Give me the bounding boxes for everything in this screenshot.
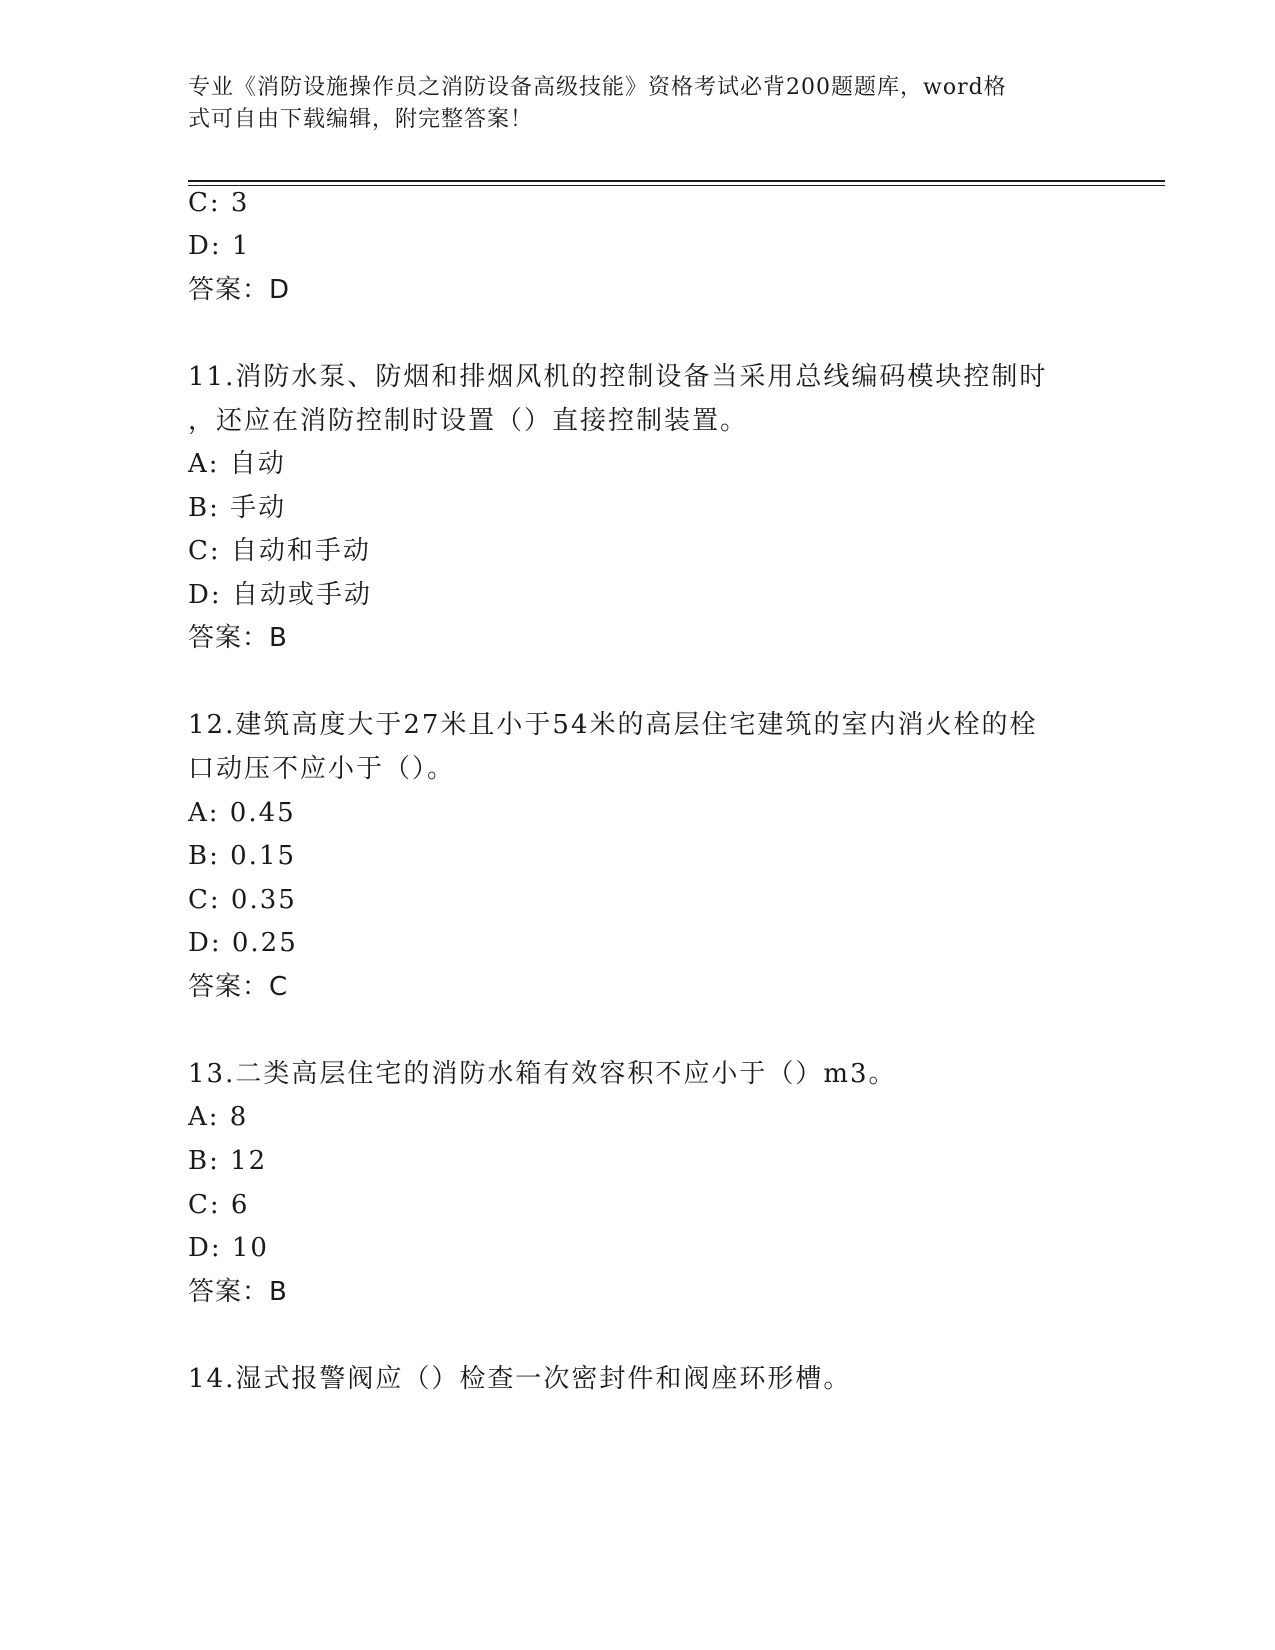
q13-stem-line-1: 13.二类高层住宅的消防水箱有效容积不应小于（）m3。	[188, 1059, 897, 1089]
q11-answer: 答案：B	[188, 623, 288, 653]
q12-answer: 答案：C	[188, 972, 289, 1002]
q12-option-a: A: 0.45	[188, 798, 296, 828]
header-line-2: 式可自由下载编辑，附完整答案！	[188, 107, 534, 132]
q12-option-c: C: 0.35	[188, 885, 297, 915]
q10-answer: 答案：D	[188, 275, 291, 305]
q11-option-c: C: 自动和手动	[188, 536, 371, 566]
q12-stem-line-1: 12.建筑高度大于27米且小于54米的高层住宅建筑的室内消火栓的栓	[188, 710, 1038, 740]
q11-option-d: D: 自动或手动	[188, 580, 372, 610]
q12-stem-line-2: 口动压不应小于（）。	[188, 754, 456, 784]
q11-option-a: A: 自动	[188, 449, 286, 479]
q14-stem-line-1: 14.湿式报警阀应（）检查一次密封件和阀座环形槽。	[188, 1364, 852, 1394]
q13-option-a: A: 8	[188, 1102, 249, 1132]
q11-stem-line-1: 11.消防水泵、防烟和排烟风机的控制设备当采用总线编码模块控制时	[188, 362, 1048, 392]
document-header	[188, 72, 1088, 136]
q12-option-d: D: 0.25	[188, 928, 298, 958]
q13-option-c: C: 6	[188, 1190, 250, 1220]
q11-option-b: B: 手动	[188, 493, 287, 523]
q13-option-d: D: 10	[188, 1233, 269, 1263]
header-divider-thick	[188, 180, 1165, 182]
q11-stem-line-2: ，还应在消防控制时设置（）直接控制装置。	[188, 406, 749, 436]
header-divider-thin	[188, 185, 1165, 186]
q12-option-b: B: 0.15	[188, 841, 297, 871]
q10-option-c: C: 3	[188, 188, 250, 218]
header-line-1: 专业《消防设施操作员之消防设备高级技能》资格考试必背200题题库，word格	[188, 75, 1007, 100]
q10-option-d: D: 1	[188, 231, 251, 261]
q13-answer: 答案：B	[188, 1277, 288, 1307]
q13-option-b: B: 12	[188, 1146, 268, 1176]
